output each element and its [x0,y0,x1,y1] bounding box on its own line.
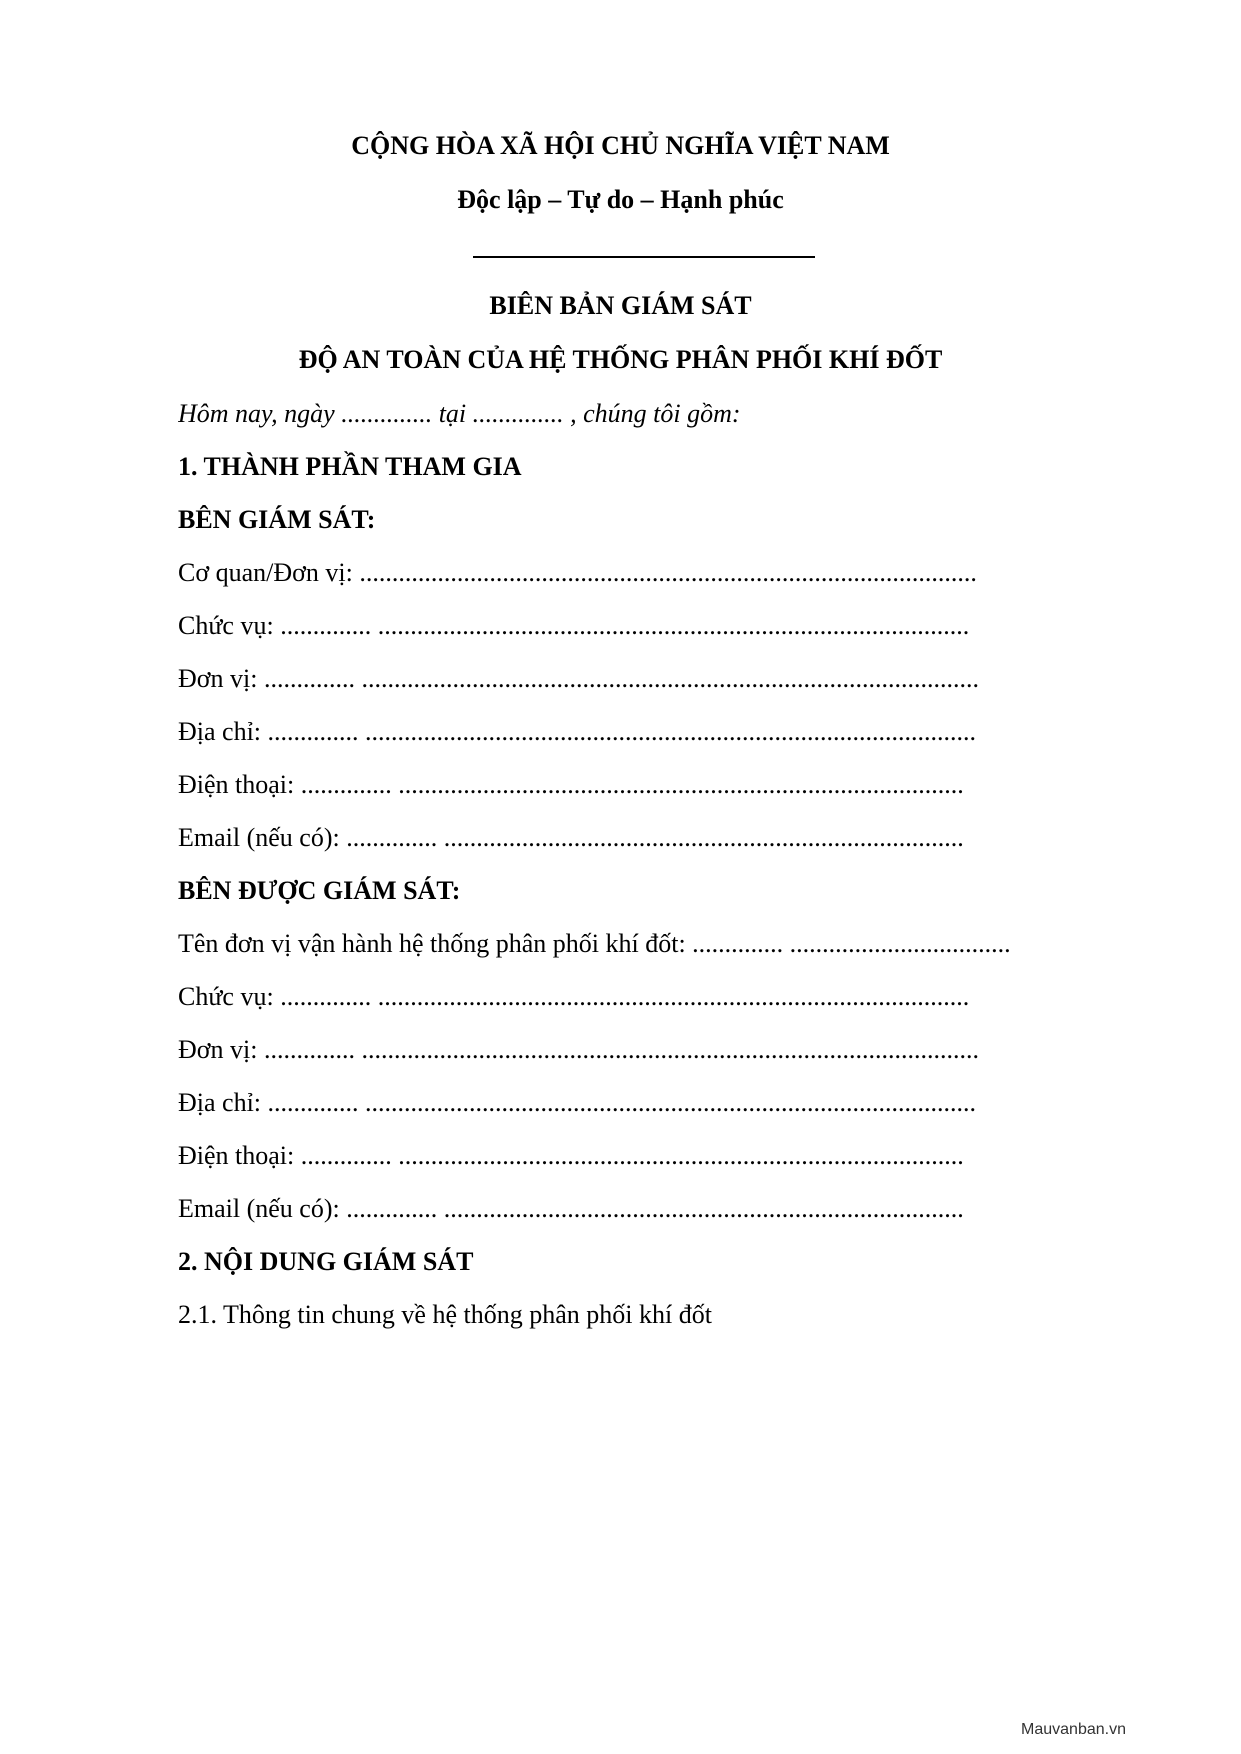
supervisor-heading: BÊN GIÁM SÁT: [178,505,376,534]
motto: Độc lập – Tự do – Hạnh phúc [457,185,784,214]
supervised-field-position[interactable]: Chức vụ: .............. ........................................................................................... [178,982,970,1011]
document-title: BIÊN BẢN GIÁM SÁT [489,291,752,320]
supervised-heading: BÊN ĐƯỢC GIÁM SÁT: [178,876,461,905]
supervisor-field-unit[interactable]: Đơn vị: .............. ............................................................................................... [178,664,979,693]
country-heading: CỘNG HÒA XÃ HỘI CHỦ NGHĨA VIỆT NAM [351,131,890,160]
supervised-field-operator-name[interactable]: Tên đơn vị vận hành hệ thống phân phối khí đốt: .............. .................................. [178,929,1011,958]
supervisor-field-agency[interactable]: Cơ quan/Đơn vị: ............................................................................................... [178,558,977,587]
watermark: Mauvanban.vn [1021,1721,1126,1738]
supervisor-field-position[interactable]: Chức vụ: .............. ........................................................................................... [178,611,970,640]
supervised-field-phone[interactable]: Điện thoại: .............. ....................................................................................... [178,1141,964,1170]
supervisor-field-phone[interactable]: Điện thoại: .............. ....................................................................................... [178,770,964,799]
supervisor-field-email[interactable]: Email (nếu có): .............. ................................................................................ [178,823,964,852]
section2-heading: 2. NỘI DUNG GIÁM SÁT [178,1247,474,1276]
document-subtitle: ĐỘ AN TOÀN CỦA HỆ THỐNG PHÂN PHỐI KHÍ ĐỐT [298,345,943,374]
section1-heading: 1. THÀNH PHẦN THAM GIA [178,452,522,481]
supervised-field-email[interactable]: Email (nếu có): .............. ................................................................................ [178,1194,964,1223]
supervisor-field-address[interactable]: Địa chỉ: .............. .............................................................................................. [178,717,977,746]
section2-subheading: 2.1. Thông tin chung về hệ thống phân phối khí đốt [178,1300,712,1329]
supervised-field-unit[interactable]: Đơn vị: .............. ............................................................................................... [178,1035,979,1064]
supervised-field-address[interactable]: Địa chỉ: .............. .............................................................................................. [178,1088,977,1117]
intro-line: Hôm nay, ngày .............. tại .............. , chúng tôi gồm: [178,399,741,428]
divider-rule [473,256,815,258]
